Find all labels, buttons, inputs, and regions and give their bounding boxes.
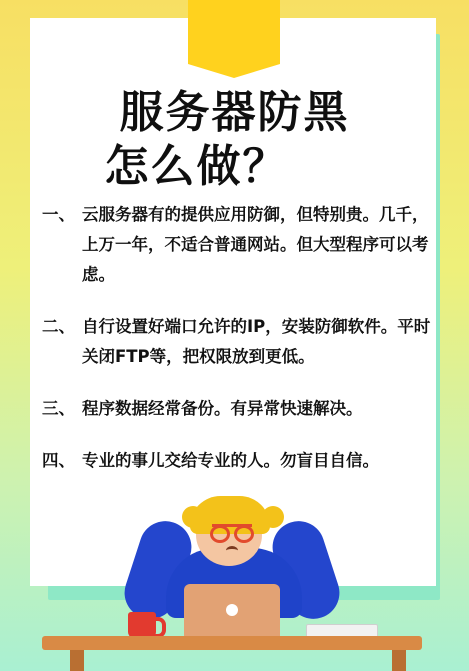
glasses-icon xyxy=(212,524,252,539)
item-text: 自行设置好端口允许的IP，安装防御软件。平时关闭FTP等，把权限放到更低。 xyxy=(82,317,431,366)
item-text: 云服务器有的提供应用防御，但特别贵。几千，上万一年，不适合普通网站。但大型程序可以考虑。 xyxy=(82,205,429,284)
item-number: 三、 xyxy=(42,399,75,418)
list-item xyxy=(42,312,442,372)
item-text: 程序数据经常备份。有异常快速解决。 xyxy=(82,399,363,418)
list-item xyxy=(42,200,442,290)
mug-handle xyxy=(150,617,166,638)
item-number: 一、 xyxy=(42,205,75,224)
title-line-1: 服务器防黑 xyxy=(119,87,350,138)
item-number: 二、 xyxy=(42,317,75,336)
laptop-logo-icon xyxy=(226,604,238,616)
bookmark-ribbon-icon xyxy=(188,0,280,64)
tips-list xyxy=(42,200,442,498)
title-line-2: 怎么做？ xyxy=(104,141,289,192)
item-text: 专业的事儿交给专业的人。勿盲目自信。 xyxy=(82,451,379,470)
desk-icon xyxy=(42,636,422,650)
desk-leg-right xyxy=(392,650,406,671)
desk-leg-left xyxy=(70,650,84,671)
item-number: 四、 xyxy=(42,451,75,470)
list-item xyxy=(42,446,442,476)
frown-mouth xyxy=(226,546,238,555)
list-item xyxy=(42,394,442,424)
